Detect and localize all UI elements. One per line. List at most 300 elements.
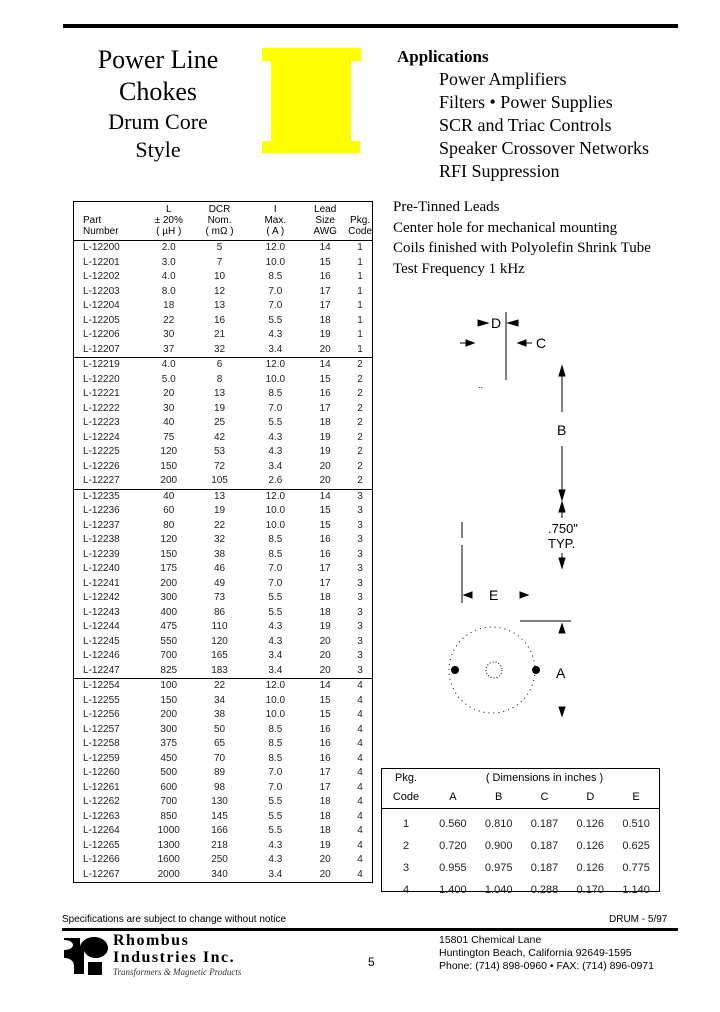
- table-cell: 8: [216, 373, 223, 385]
- table-cell: 8.5: [268, 388, 283, 399]
- table-cell: 6: [216, 359, 223, 370]
- company-tagline: Transformers & Magnetic Products: [113, 967, 242, 977]
- table-row: [74, 241, 372, 256]
- part-number-cell: L-12247: [74, 664, 147, 679]
- dim-header-pkg: Pkg.: [394, 772, 417, 784]
- table-cell: 4: [357, 752, 363, 764]
- title-line-1: Power Line: [97, 45, 219, 74]
- table-row: [74, 708, 372, 723]
- dim-cell: 0.975: [484, 862, 513, 874]
- table-cell: 3.4: [248, 343, 302, 358]
- table-row: [74, 824, 372, 839]
- table-cell: 18: [319, 810, 331, 822]
- table-cell: 1: [357, 314, 363, 326]
- table-cell: 16: [319, 738, 331, 749]
- table-cell: 65: [213, 738, 226, 749]
- table-cell: 12.0: [265, 490, 286, 502]
- table-row: [74, 358, 372, 373]
- table-cell: 110: [211, 621, 228, 632]
- application-item: Speaker Crossover Networks: [439, 138, 649, 158]
- arrow-left-icon: [518, 340, 526, 346]
- table-cell: 22: [163, 314, 175, 326]
- table-cell: 2: [357, 402, 363, 414]
- table-cell: 2: [357, 417, 363, 428]
- table-cell: 17: [319, 781, 331, 793]
- table-cell: 4.3: [268, 329, 283, 340]
- table-cell: 7: [216, 256, 223, 268]
- dim-col-e: E: [613, 788, 659, 809]
- header-line: ± 20%: [154, 215, 183, 226]
- part-number-cell: L-12202: [83, 271, 120, 282]
- table-cell: 200: [147, 474, 191, 489]
- table-cell: 4.3: [268, 431, 283, 443]
- table-cell: 3: [357, 650, 363, 661]
- table-row: [74, 548, 372, 563]
- table-cell: 10: [213, 271, 226, 282]
- table-cell: 38: [213, 548, 226, 560]
- table-cell: 825: [147, 664, 191, 679]
- part-number-cell: L-12255: [83, 694, 120, 706]
- table-cell: 1: [357, 256, 363, 268]
- dim-row: [382, 809, 659, 836]
- header-line: ( µH ): [156, 226, 182, 237]
- table-cell: 150: [160, 694, 178, 706]
- table-cell: 700: [160, 650, 178, 661]
- company-block: [113, 932, 241, 978]
- part-number-cell: L-12203: [83, 285, 120, 297]
- table-cell: 38: [213, 709, 226, 720]
- header-line: Nom.: [207, 215, 232, 226]
- table-row: [74, 373, 372, 388]
- dim-cell: 1.400: [439, 884, 467, 896]
- header-line: I: [273, 204, 277, 215]
- table-cell: 218: [211, 839, 228, 851]
- part-number-cell: L-12237: [83, 519, 120, 531]
- header-line: Size: [315, 215, 335, 226]
- dim-cell: 2: [402, 840, 410, 852]
- arrow-up-icon: [559, 624, 565, 633]
- table-row: [74, 431, 372, 446]
- table-cell: 1: [357, 242, 363, 253]
- dim-header-code: Code: [382, 788, 430, 809]
- table-cell: 7.0: [268, 285, 283, 297]
- dim-col-c: C: [522, 788, 568, 809]
- application-item: RFI Suppression: [439, 161, 560, 181]
- dim-label-d: D: [491, 315, 502, 331]
- table-row: [74, 868, 372, 883]
- part-number-cell: L-12240: [83, 563, 120, 574]
- table-cell: 3: [357, 490, 363, 502]
- table-cell: 183: [191, 664, 249, 679]
- table-cell: 7.0: [268, 767, 283, 778]
- table-cell: 400: [160, 606, 178, 618]
- table-cell: 80: [163, 519, 175, 531]
- table-cell: 17: [319, 300, 331, 311]
- address-line: Huntington Beach, California 92649-1595: [439, 947, 632, 959]
- dim-row: [382, 857, 659, 879]
- table-cell: 100: [160, 680, 178, 691]
- table-cell: 75: [163, 431, 175, 443]
- table-row: [74, 460, 372, 475]
- table-row: [74, 810, 372, 825]
- lead-length-label: .750": [548, 521, 578, 536]
- table-cell: 4: [357, 767, 363, 778]
- table-cell: 17: [319, 402, 331, 414]
- table-cell: 1: [357, 300, 363, 311]
- table-row: [74, 533, 372, 548]
- header-line: ( mΩ ): [205, 226, 234, 237]
- col-header-lead-size: [302, 202, 348, 241]
- arrow-up-icon: [559, 366, 565, 376]
- table-cell: 19: [319, 446, 331, 457]
- table-row: [74, 577, 372, 592]
- table-cell: 340: [211, 868, 228, 880]
- table-cell: 10.0: [265, 709, 286, 720]
- table-cell: 2: [357, 388, 363, 399]
- table-cell: 20: [302, 474, 348, 489]
- document-code: DRUM - 5/97: [609, 914, 668, 925]
- table-cell: 550: [160, 635, 178, 647]
- table-cell: 46: [213, 563, 226, 574]
- part-number-cell: L-12261: [83, 781, 120, 793]
- table-cell: 4.0: [161, 271, 176, 282]
- title-line-3: Drum Core: [108, 109, 208, 134]
- dim-cell: 0.900: [484, 840, 513, 852]
- table-cell: 40: [163, 490, 175, 502]
- table-cell: 4.3: [268, 446, 283, 457]
- table-cell: 3: [357, 606, 363, 618]
- table-row: [74, 328, 372, 343]
- table-cell: 20: [302, 343, 348, 358]
- dim-cell: 1.040: [484, 884, 513, 896]
- table-cell: 250: [211, 854, 228, 865]
- table-row: [74, 562, 372, 577]
- table-cell: 14: [319, 490, 331, 502]
- table-cell: 20: [319, 635, 331, 647]
- table-cell: 7.0: [268, 563, 283, 574]
- table-cell: 4.3: [268, 635, 283, 647]
- dim-cell: 1: [402, 818, 410, 830]
- drum-core-icon: [262, 48, 361, 153]
- table-cell: 2: [348, 474, 372, 489]
- part-number-cell: L-12238: [83, 534, 120, 545]
- table-cell: 1: [357, 329, 363, 340]
- drum-flange-top: [262, 48, 361, 61]
- header-line: [83, 204, 147, 215]
- features-list: [393, 197, 651, 279]
- part-number-cell: L-12265: [83, 839, 120, 851]
- dim-cell: 0.126: [576, 840, 605, 852]
- table-cell: 4: [357, 825, 363, 836]
- table-cell: 19: [213, 505, 226, 516]
- part-number-cell: L-12259: [83, 752, 120, 764]
- table-row: [74, 387, 372, 402]
- table-row: [74, 416, 372, 431]
- table-cell: 19: [319, 621, 331, 632]
- table-cell: 2.0: [161, 242, 176, 253]
- table-cell: 60: [163, 505, 175, 516]
- table-cell: 3: [357, 534, 363, 545]
- table-cell: 10.0: [265, 373, 286, 385]
- rhombus-logo-icon: [64, 936, 108, 976]
- part-number-cell: L-12264: [83, 825, 120, 836]
- part-number-cell: L-12260: [83, 767, 120, 778]
- table-row: [74, 620, 372, 635]
- table-row: [74, 299, 372, 314]
- header-line: DCR: [208, 204, 231, 215]
- header-line: Number: [83, 226, 119, 237]
- part-number-cell: L-12227: [74, 474, 147, 489]
- table-cell: 5.5: [268, 314, 283, 326]
- table-cell: 3: [348, 664, 372, 679]
- part-number-cell: L-12221: [83, 388, 120, 399]
- feature-item: Coils finished with Polyolefin Shrink Tube: [393, 240, 651, 256]
- table-cell: 4: [357, 723, 363, 735]
- dim-cell: 0.560: [439, 818, 467, 830]
- drum-flange-bottom: [262, 141, 360, 153]
- applications-section: [397, 46, 649, 183]
- table-cell: 19: [319, 839, 331, 851]
- dimension-diagram: [440, 300, 640, 730]
- table-cell: 166: [211, 825, 228, 836]
- table-cell: 13: [213, 490, 226, 502]
- table-cell: 500: [160, 767, 178, 778]
- part-number-cell: L-12224: [83, 431, 120, 443]
- table-row: [74, 635, 372, 650]
- table-cell: 3.4: [268, 460, 283, 472]
- table-cell: 8.5: [268, 271, 283, 282]
- table-row: [74, 256, 372, 271]
- table-cell: 20: [319, 854, 331, 865]
- table-cell: 70: [213, 752, 226, 764]
- table-cell: 16: [319, 752, 331, 764]
- lead-dot: [452, 667, 459, 674]
- table-cell: 10.0: [265, 505, 286, 516]
- table-cell: 15: [319, 694, 331, 706]
- table-cell: 600: [160, 781, 178, 793]
- table-cell: 37: [147, 343, 191, 358]
- part-number-cell: L-12220: [83, 373, 120, 385]
- dim-cell: 0.288: [530, 884, 559, 896]
- table-cell: 4.3: [268, 854, 283, 865]
- table-cell: 30: [163, 402, 175, 414]
- table-cell: 18: [319, 417, 331, 428]
- table-cell: 4: [357, 680, 363, 691]
- table-row: [74, 853, 372, 868]
- part-number-cell: L-12201: [83, 256, 120, 268]
- table-cell: 10.0: [265, 519, 286, 531]
- table-row: [74, 606, 372, 621]
- header-line: ( A ): [266, 226, 285, 237]
- table-cell: 17: [319, 563, 331, 574]
- table-cell: 1600: [157, 854, 180, 865]
- application-item: Power Amplifiers: [439, 69, 567, 89]
- col-header-pkg-code: [348, 202, 372, 241]
- dim-cell: 0.720: [439, 840, 467, 852]
- table-cell: 1000: [157, 825, 180, 836]
- table-cell: 16: [319, 548, 331, 560]
- part-number-cell: L-12207: [74, 343, 147, 358]
- table-cell: 4: [357, 810, 363, 822]
- part-number-cell: L-12254: [83, 680, 120, 691]
- table-cell: 8.0: [161, 285, 176, 297]
- table-cell: 12.0: [265, 242, 286, 253]
- part-number-cell: L-12244: [83, 621, 120, 632]
- title-line-2: Chokes: [119, 77, 197, 106]
- table-cell: 1: [357, 285, 363, 297]
- arrow-right-icon: [478, 320, 488, 326]
- table-row: [74, 489, 372, 504]
- table-cell: 14: [319, 359, 331, 370]
- part-number-cell: L-12257: [83, 723, 120, 735]
- table-cell: 7.0: [268, 300, 283, 311]
- drum-body: [271, 61, 351, 141]
- dim-cell: 0.187: [530, 818, 559, 830]
- table-cell: 34: [213, 694, 226, 706]
- table-cell: 300: [160, 592, 178, 603]
- table-cell: 20: [163, 388, 175, 399]
- table-cell: 42: [213, 431, 226, 443]
- table-cell: 13: [213, 388, 226, 399]
- table-cell: 16: [319, 388, 331, 399]
- table-cell: 4: [357, 738, 363, 749]
- table-row: [74, 839, 372, 854]
- table-cell: 98: [213, 781, 226, 793]
- dim-row: [382, 879, 659, 901]
- part-number-cell: L-12266: [83, 854, 120, 865]
- table-cell: 32: [191, 343, 249, 358]
- specifications-table: [73, 201, 373, 883]
- col-header-inductance: [147, 202, 191, 241]
- dim-cell: 0.955: [439, 862, 467, 874]
- table-row: [74, 679, 372, 694]
- dim-cell: 0.126: [576, 862, 605, 874]
- table-cell: 18: [319, 314, 331, 326]
- table-cell: 4.3: [268, 839, 283, 851]
- table-row: [74, 402, 372, 417]
- application-item: SCR and Triac Controls: [439, 115, 612, 135]
- table-cell: 4: [357, 781, 363, 793]
- svg-text:..: ..: [478, 380, 484, 390]
- table-cell: 5.0: [161, 373, 176, 385]
- table-cell: 700: [160, 796, 178, 807]
- col-header-dcr: [191, 202, 249, 241]
- table-cell: 20: [319, 868, 331, 880]
- table-row: [74, 766, 372, 781]
- table-cell: 5.5: [268, 417, 283, 428]
- table-cell: 105: [191, 474, 249, 489]
- part-number-cell: L-12206: [83, 329, 120, 340]
- applications-list: [397, 68, 649, 183]
- part-number-cell: L-12262: [83, 796, 120, 807]
- center-hole: [486, 662, 502, 678]
- table-cell: 3.4: [248, 664, 302, 679]
- table-cell: 145: [211, 810, 228, 822]
- table-cell: 475: [160, 621, 178, 632]
- dim-col-d: D: [567, 788, 613, 809]
- table-cell: 15: [319, 373, 331, 385]
- table-cell: 3: [357, 505, 363, 516]
- change-notice: Specifications are subject to change without notice: [62, 914, 287, 925]
- title-line-4: Style: [135, 137, 181, 162]
- table-cell: 3: [357, 519, 363, 531]
- table-cell: 120: [211, 635, 228, 647]
- table-cell: 20: [319, 460, 331, 472]
- table-cell: 150: [160, 460, 178, 472]
- table-cell: 3: [357, 577, 363, 589]
- page-number: 5: [368, 955, 375, 969]
- table-cell: 175: [160, 563, 178, 574]
- part-number-cell: L-12222: [83, 402, 120, 414]
- table-cell: 200: [160, 577, 178, 589]
- table-cell: 16: [319, 723, 331, 735]
- company-address: [439, 934, 654, 973]
- table-cell: 20: [302, 664, 348, 679]
- table-cell: 73: [213, 592, 226, 603]
- table-cell: 16: [319, 271, 331, 282]
- contact-line: Phone: (714) 898-0960 • FAX: (714) 896-0971: [439, 960, 654, 972]
- table-cell: 4: [357, 868, 363, 880]
- table-row: [74, 694, 372, 709]
- table-cell: 14: [319, 680, 331, 691]
- part-number-cell: L-12246: [83, 650, 120, 661]
- table-row: [74, 591, 372, 606]
- dimensions-table: [381, 768, 660, 896]
- dim-col-b: B: [476, 788, 522, 809]
- table-row: [74, 781, 372, 796]
- part-number-cell: L-12245: [83, 635, 120, 647]
- dim-cell: 4: [402, 884, 410, 896]
- table-row: [74, 664, 372, 679]
- table-cell: 15: [319, 505, 331, 516]
- arrow-left-icon: [464, 592, 472, 598]
- typ-label: TYP.: [548, 536, 576, 551]
- dim-cell: 0.810: [484, 818, 513, 830]
- address-line: 15801 Chemical Lane: [439, 934, 542, 946]
- title-block: [78, 44, 238, 164]
- header-line: AWG: [313, 226, 337, 237]
- feature-item: Test Frequency 1 kHz: [393, 260, 525, 277]
- table-cell: 8.5: [268, 752, 283, 764]
- dim-row: [382, 835, 659, 857]
- lead-dot: [533, 667, 540, 674]
- part-number-cell: L-12200: [83, 242, 120, 253]
- dim-label-b: B: [557, 422, 567, 438]
- table-cell: 3.4: [268, 868, 283, 880]
- dim-label-a: A: [556, 665, 566, 681]
- table-cell: 2.6: [248, 474, 302, 489]
- table-cell: 17: [319, 767, 331, 778]
- table-cell: 2: [357, 446, 363, 457]
- table-cell: 4: [357, 854, 363, 865]
- part-number-cell: L-12225: [83, 446, 120, 457]
- table-row: [74, 474, 372, 489]
- table-cell: 22: [213, 519, 226, 531]
- table-cell: 3: [357, 563, 363, 574]
- table-cell: 3: [357, 548, 363, 560]
- table-cell: 72: [213, 460, 226, 472]
- table-cell: 89: [213, 767, 226, 778]
- part-number-cell: L-12219: [83, 359, 120, 370]
- table-cell: 2000: [157, 868, 180, 880]
- dim-cell: 0.126: [576, 818, 605, 830]
- arrow-right-icon: [466, 340, 474, 346]
- table-cell: 2: [357, 373, 363, 385]
- dim-cell: 0.170: [576, 884, 605, 896]
- table-cell: 2: [357, 460, 363, 472]
- table-cell: 5.5: [268, 606, 283, 618]
- part-number-cell: L-12223: [83, 417, 120, 428]
